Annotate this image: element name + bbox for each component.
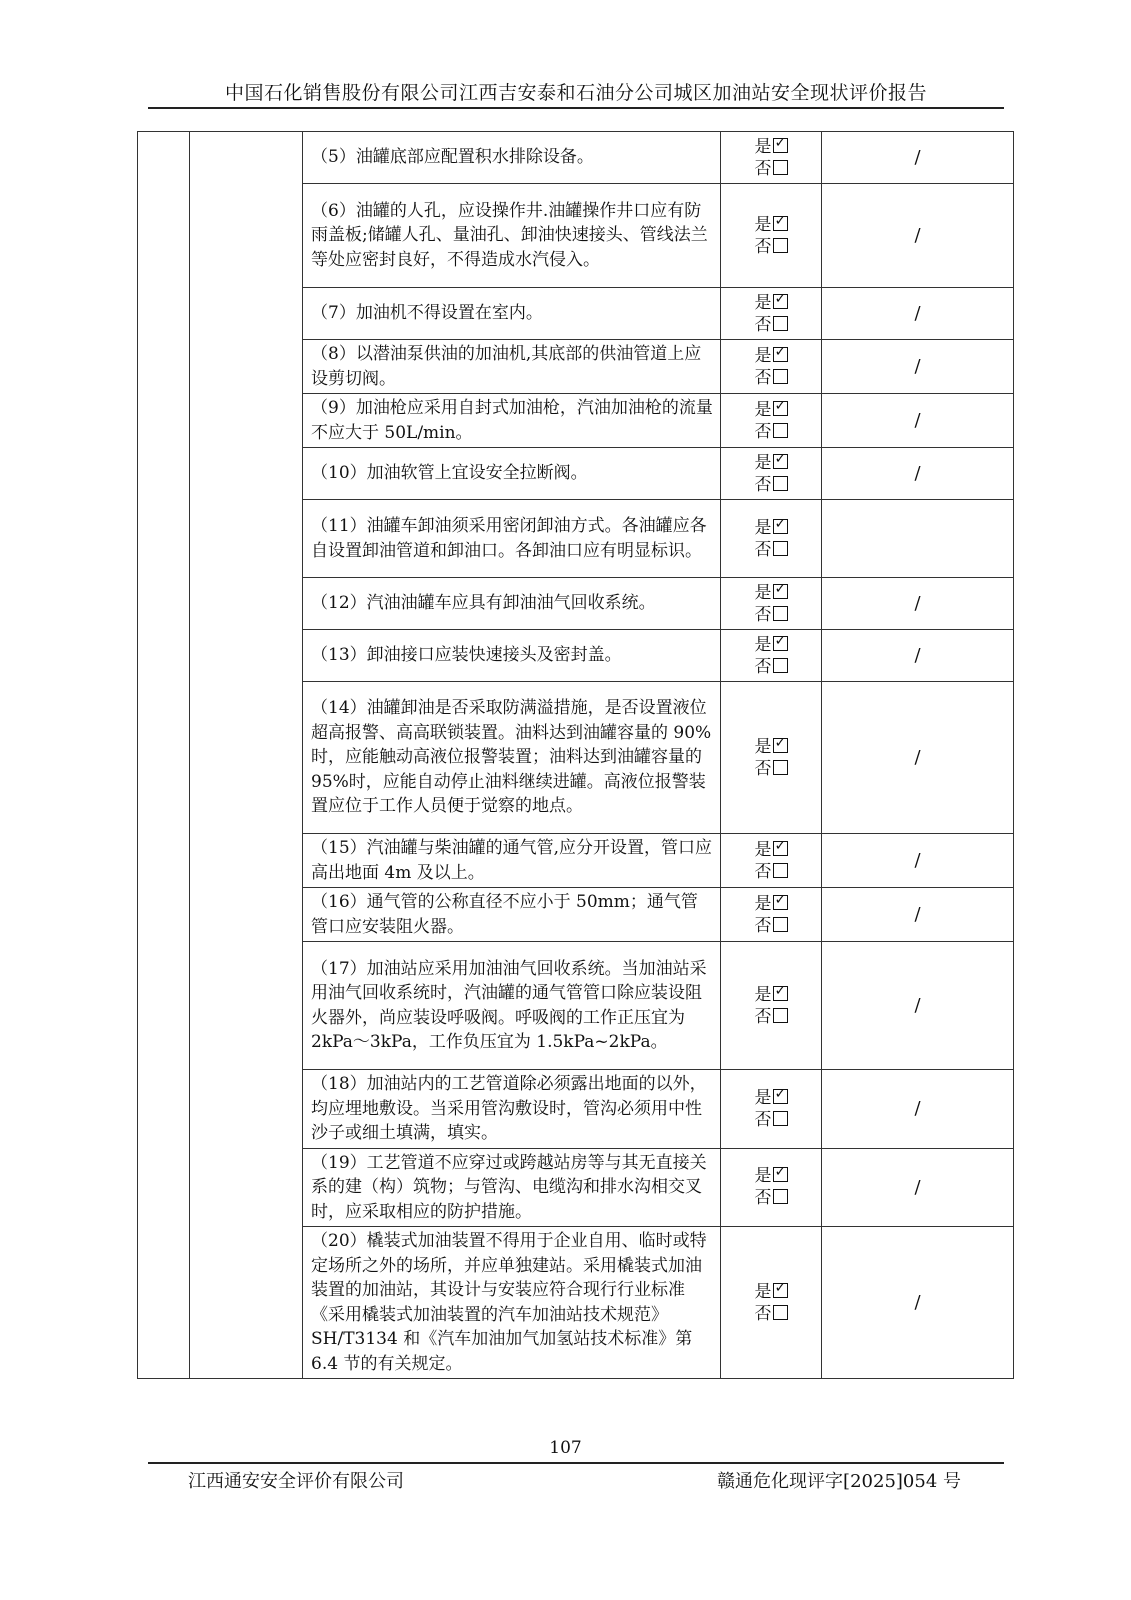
yes-option: [721, 984, 821, 1006]
check-item-text: （8）以潜油泵供油的加油机,其底部的供油管道上应设剪切阀。: [303, 340, 721, 394]
yes-no-cell: [721, 448, 822, 500]
no-label: 否: [754, 1006, 772, 1027]
yes-option: [721, 399, 821, 421]
footer-company: 江西通安安全评价有限公司: [188, 1471, 404, 1492]
yes-label: 是: [754, 1166, 772, 1187]
yes-no-cell: [721, 394, 822, 448]
yes-label: 是: [754, 736, 772, 757]
remark-cell: /: [822, 682, 1014, 834]
remark-cell: /: [822, 184, 1014, 288]
remark-cell: /: [822, 630, 1014, 682]
no-checkbox: [773, 316, 788, 331]
yes-checkbox: [773, 138, 788, 153]
yes-checkbox: [773, 841, 788, 856]
header-divider: [148, 107, 1004, 109]
no-label: 否: [754, 236, 772, 257]
yes-no-cell: [721, 834, 822, 888]
no-option: [721, 421, 821, 443]
no-option: [721, 915, 821, 937]
check-item-text: （16）通气管的公称直径不应小于 50mm；通气管管口应安装阻火器。: [303, 888, 721, 942]
no-label: 否: [754, 539, 772, 560]
remark-cell: /: [822, 888, 1014, 942]
no-checkbox: [773, 760, 788, 775]
check-item-text: （6）油罐的人孔，应设操作井.油罐操作井口应有防雨盖板;储罐人孔、量油孔、卸油快速接头、管线法兰等处应密封良好，不得造成水汽侵入。: [303, 184, 721, 288]
check-item-text: （14）油罐卸油是否采取防满溢措施，是否设置液位超高报警、高高联锁装置。油料达到油罐容量的 90%时，应能触动高液位报警装置；油料达到油罐容量的 95%时，应能自动停止油料继续进罐。高液位报警装置应位于工作人员便于觉察的地点。: [303, 682, 721, 834]
check-item-text: （9）加油枪应采用自封式加油枪，汽油加油枪的流量不应大于 50L/min。: [303, 394, 721, 448]
yes-checkbox: [773, 986, 788, 1001]
yes-option: [721, 345, 821, 367]
yes-label: 是: [754, 452, 772, 473]
remark-cell: /: [822, 448, 1014, 500]
check-item-text: （17）加油站应采用加油油气回收系统。当加油站采用油气回收系统时，汽油罐的通气管管口除应装设阻火器外，尚应装设呼吸阀。呼吸阀的工作正压宜为 2kPa～3kPa，工作负压宜为 1.5kPa~2kPa。: [303, 942, 721, 1070]
remark-cell: /: [822, 942, 1014, 1070]
no-label: 否: [754, 758, 772, 779]
no-checkbox: [773, 863, 788, 878]
check-item-text: （19）工艺管道不应穿过或跨越站房等与其无直接关系的建（构）筑物；与管沟、电缆沟和排水沟相交叉时，应采取相应的防护措施。: [303, 1148, 721, 1227]
subcategory-cell: [190, 132, 303, 1379]
no-checkbox: [773, 160, 788, 175]
yes-option: [721, 1281, 821, 1303]
no-option: [721, 158, 821, 180]
footer-doc-number: 赣通危化现评字[2025]054 号: [717, 1471, 961, 1492]
no-label: 否: [754, 1303, 772, 1324]
yes-label: 是: [754, 292, 772, 313]
yes-checkbox: [773, 738, 788, 753]
page-header-title: 中国石化销售股份有限公司江西吉安泰和石油分公司城区加油站安全现状评价报告: [224, 82, 927, 104]
yes-no-cell: [721, 942, 822, 1070]
yes-label: 是: [754, 399, 772, 420]
no-checkbox: [773, 606, 788, 621]
no-checkbox: [773, 476, 788, 491]
yes-option: [721, 136, 821, 158]
page-number: 107: [549, 1438, 582, 1458]
no-option: [721, 604, 821, 626]
yes-label: 是: [754, 1281, 772, 1302]
no-option: [721, 861, 821, 883]
no-label: 否: [754, 861, 772, 882]
yes-label: 是: [754, 214, 772, 235]
remark-cell: /: [822, 394, 1014, 448]
no-label: 否: [754, 158, 772, 179]
yes-no-cell: [721, 630, 822, 682]
no-label: 否: [754, 915, 772, 936]
no-label: 否: [754, 1188, 772, 1209]
no-label: 否: [754, 474, 772, 495]
yes-option: [721, 634, 821, 656]
yes-no-cell: [721, 184, 822, 288]
yes-label: 是: [754, 136, 772, 157]
no-checkbox: [773, 1189, 788, 1204]
check-item-text: （13）卸油接口应装快速接头及密封盖。: [303, 630, 721, 682]
yes-option: [721, 1165, 821, 1187]
yes-no-cell: [721, 132, 822, 184]
yes-checkbox: [773, 401, 788, 416]
no-label: 否: [754, 367, 772, 388]
category-cell: [138, 132, 190, 1379]
no-option: [721, 1006, 821, 1028]
yes-checkbox: [773, 347, 788, 362]
yes-checkbox: [773, 1167, 788, 1182]
yes-label: 是: [754, 634, 772, 655]
yes-no-cell: [721, 1070, 822, 1149]
yes-no-cell: [721, 1148, 822, 1227]
yes-option: [721, 1087, 821, 1109]
remark-cell: /: [822, 578, 1014, 630]
no-option: [721, 539, 821, 561]
no-option: [721, 1303, 821, 1325]
check-item-text: （7）加油机不得设置在室内。: [303, 288, 721, 340]
remark-cell: /: [822, 1148, 1014, 1227]
no-option: [721, 656, 821, 678]
remark-cell: /: [822, 288, 1014, 340]
no-checkbox: [773, 238, 788, 253]
yes-option: [721, 736, 821, 758]
safety-checklist-table: [137, 131, 1014, 1379]
remark-cell: /: [822, 132, 1014, 184]
yes-label: 是: [754, 893, 772, 914]
no-label: 否: [754, 314, 772, 335]
yes-option: [721, 582, 821, 604]
yes-option: [721, 893, 821, 915]
yes-label: 是: [754, 582, 772, 603]
yes-option: [721, 839, 821, 861]
no-label: 否: [754, 604, 772, 625]
no-option: [721, 236, 821, 258]
check-item-text: （18）加油站内的工艺管道除必须露出地面的以外，均应埋地敷设。当采用管沟敷设时，管沟必须用中性沙子或细土填满，填实。: [303, 1070, 721, 1149]
yes-label: 是: [754, 984, 772, 1005]
no-option: [721, 314, 821, 336]
footer-divider: [148, 1462, 1004, 1464]
yes-option: [721, 292, 821, 314]
no-label: 否: [754, 1109, 772, 1130]
yes-checkbox: [773, 454, 788, 469]
check-item-text: （10）加油软管上宜设安全拉断阀。: [303, 448, 721, 500]
no-checkbox: [773, 1305, 788, 1320]
no-checkbox: [773, 423, 788, 438]
no-label: 否: [754, 421, 772, 442]
check-item-text: （12）汽油油罐车应具有卸油油气回收系统。: [303, 578, 721, 630]
remark-cell: /: [822, 340, 1014, 394]
no-option: [721, 758, 821, 780]
yes-no-cell: [721, 682, 822, 834]
yes-no-cell: [721, 340, 822, 394]
yes-no-cell: [721, 578, 822, 630]
yes-checkbox: [773, 584, 788, 599]
no-option: [721, 1109, 821, 1131]
no-checkbox: [773, 1008, 788, 1023]
no-checkbox: [773, 1111, 788, 1126]
yes-option: [721, 517, 821, 539]
check-item-text: （11）油罐车卸油须采用密闭卸油方式。各油罐应各自设置卸油管道和卸油口。各卸油口应有明显标识。: [303, 500, 721, 578]
yes-label: 是: [754, 1087, 772, 1108]
yes-checkbox: [773, 294, 788, 309]
table-row: [138, 132, 1014, 184]
yes-label: 是: [754, 517, 772, 538]
yes-label: 是: [754, 839, 772, 860]
check-item-text: （20）橇装式加油装置不得用于企业自用、临时或特定场所之外的场所，并应单独建站。采用橇装式加油装置的加油站，其设计与安装应符合现行行业标准《采用橇装式加油装置的汽车加油站技术规范》SH/T3134 和《汽车加油加气加氢站技术标准》第 6.4 节的有关规定。: [303, 1227, 721, 1379]
no-checkbox: [773, 369, 788, 384]
yes-no-cell: [721, 1227, 822, 1379]
remark-cell: /: [822, 1227, 1014, 1379]
no-checkbox: [773, 541, 788, 556]
yes-checkbox: [773, 519, 788, 534]
yes-checkbox: [773, 636, 788, 651]
no-checkbox: [773, 917, 788, 932]
remark-cell: /: [822, 1070, 1014, 1149]
check-item-text: （5）油罐底部应配置积水排除设备。: [303, 132, 721, 184]
yes-option: [721, 452, 821, 474]
yes-checkbox: [773, 895, 788, 910]
no-option: [721, 367, 821, 389]
yes-no-cell: [721, 288, 822, 340]
no-checkbox: [773, 658, 788, 673]
check-item-text: （15）汽油罐与柴油罐的通气管,应分开设置，管口应高出地面 4m 及以上。: [303, 834, 721, 888]
remark-cell: /: [822, 834, 1014, 888]
yes-option: [721, 214, 821, 236]
yes-label: 是: [754, 345, 772, 366]
yes-checkbox: [773, 1283, 788, 1298]
yes-no-cell: [721, 500, 822, 578]
yes-no-cell: [721, 888, 822, 942]
no-label: 否: [754, 656, 772, 677]
yes-checkbox: [773, 216, 788, 231]
remark-cell: [822, 500, 1014, 578]
no-option: [721, 474, 821, 496]
yes-checkbox: [773, 1089, 788, 1104]
no-option: [721, 1187, 821, 1209]
